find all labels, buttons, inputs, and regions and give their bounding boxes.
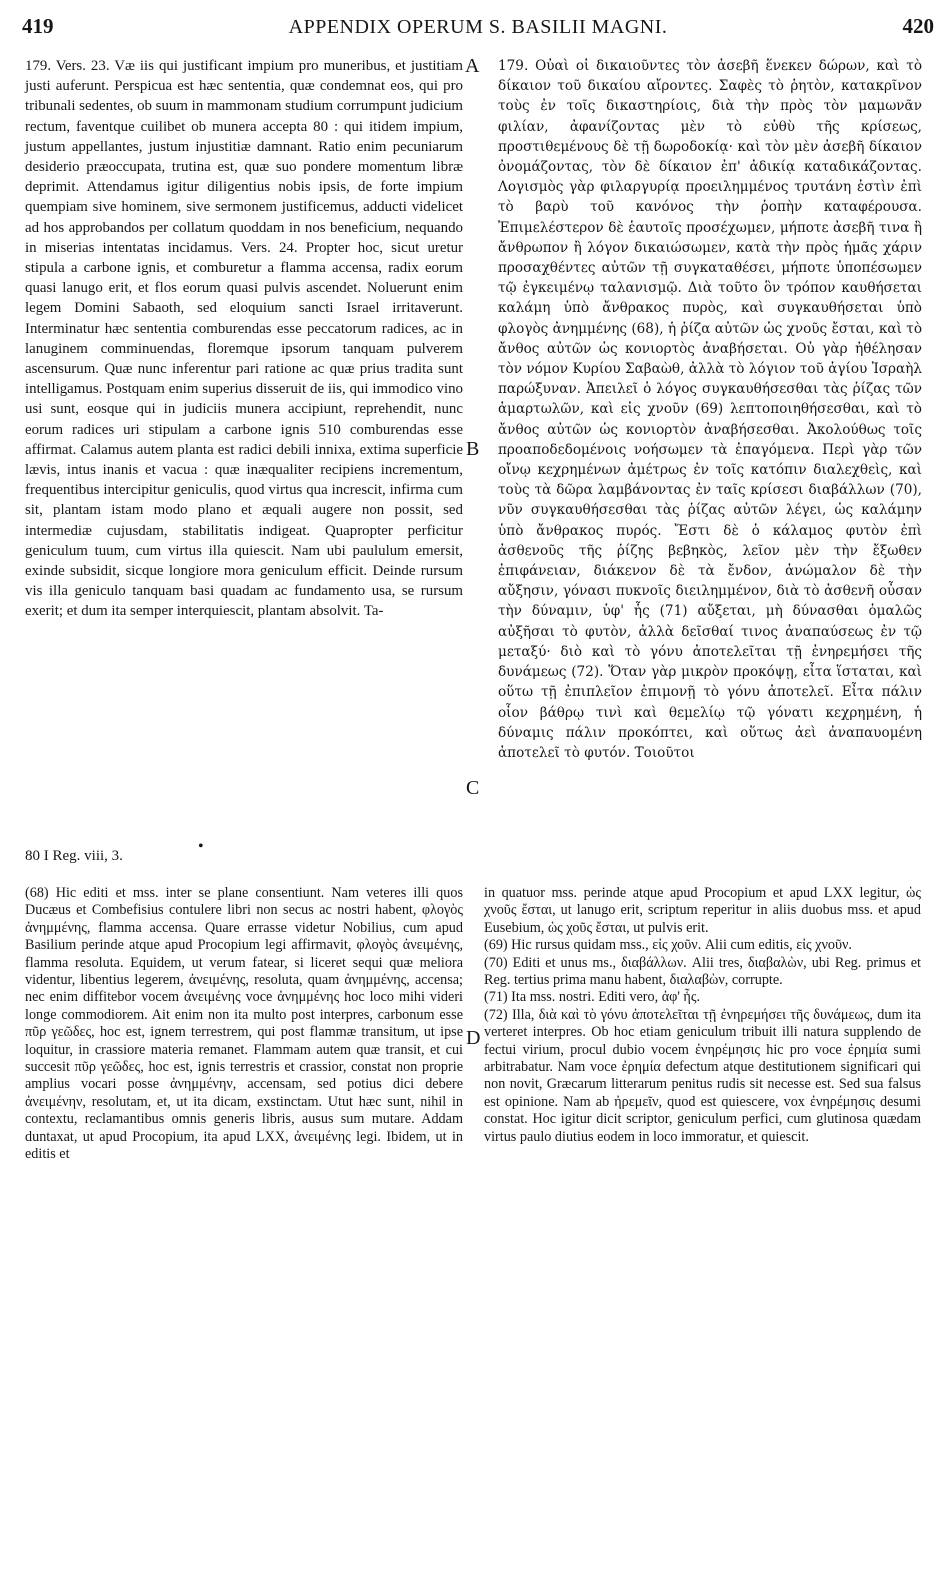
running-title: APPENDIX OPERUM S. BASILII MAGNI.: [288, 16, 668, 38]
latin-text: 179. Vers. 23. Væ iis qui justificant impium pro muneribus, et justitiam justi auferunt. Perspicua est hæc sententia, quæ condemnat eos, qui pro tribunali sedentes, ob suum in mammonam studium corrumpunt judicium rectum, faventque cuilibet ob munera accepta 80 : qui itidem impium, justum appellantes, justum injustitiæ damnant. Ratio enim pecuniarum desiderio præoccupata, trutina est, quæ suo pondere momentum libræ deprimit. Attendamus igitur diligentius nobis ipsis, de forte impium quempiam sive hominem, sive sermonem justificemus, adducti videlicet ad hos approbandos per collatum quoddam in nos beneficium, nequando in miserias intentatas incidamus. Vers. 24. Propter hoc, sicut uretur stipula a carbone ignis, et comburetur a flamma accensa, radix eorum quasi lanugo erit, et flos eorum quasi pulvis ascendet. Noluerunt enim legem Domini Sabaoth, sed eloquium sancti Israel irritaverunt. Interminatur hæc sententia comburendas esse peccatorum radices, ac in lanuginem comminuendas, floremque ipsorum tanquam pulverem ascensurum. Quæ nunc inferentur pari ratione ac quæ prius tradita sunt intelligamus. Postquam enim superius disseruit de iis, qui immodico vino usi sunt, eosque qui in judiciis munera accipiunt, reprehendit, nunc eorum radices uri stipulam a carbone ignis 510 comburendas esse affirmat. Calamus autem planta est radici debili innixa, extima superficie lævis, intus inanis et vacua : quæ inæqualiter recipiens incrementum, frequentibus intercipitur geniculis, quod virtus qua increscit, infirma cum sit, plantam istam modo plano et æquali augere non possit, sed intermediæ cujusdam, stabilitatis indigeat. Quapropter perficitur geniculum tuum, cum virtus illa quiescit. Nam ubi paululum emersit, exinde subsidit, sicque longiore mora geniculum efficit. Deinde rursum vis illa geniculo tanquam basi quadam ac fundamento usa, se rursum exerit; et dum ita semper interquiescit, plantam absolvit. Ta-: [25, 58, 463, 620]
note-continuation: in quatuor mss. perinde atque apud Procopium et apud LXX legitur, ὡς χνοῦς ἔσται, ut lanugo erit, scriptum reperitur in aliis duobus mss. et apud Eusebium, ὡς χοῦς ἔσται, ut pulvis erit.: [484, 885, 921, 936]
running-header: [22, 14, 934, 44]
note-71: (71) Ita mss. nostri. Editi vero, ἀφ' ἧς.: [484, 989, 701, 1006]
latin-column: [25, 56, 463, 622]
footnote-mark: •: [198, 838, 204, 855]
greek-column: [498, 56, 922, 763]
notes-right-column: [484, 885, 921, 1146]
section-marker-b: B: [466, 438, 480, 460]
notes-left-column: [25, 885, 463, 1164]
note-70: (70) Editi et unus ms., διαβάλλων. Alii tres, διαβαλὼν, ubi Reg. primus et Reg. tertius prima manu habent, διαλαβὼν, corrupte.: [484, 954, 921, 989]
page-number-right: 420: [902, 14, 934, 38]
page-number-left: 419: [22, 14, 54, 38]
footnote: 80 I Reg. viii, 3.: [25, 848, 123, 864]
section-marker-a: A: [465, 55, 480, 77]
note-68: (68) Hic editi et mss. inter se plane consentiunt. Nam veteres illi quos Ducæus et Combefisius contulere libri non secus ac nostri habent, φλογὸς ἀνημμένης, flamma accensa. Quare errasse videtur Nobilius, cum apud Basilium perinde atque apud Procopium legi affirmavit, φλογὸς ἀνειμένης, flamma resoluta. Equidem, ut verum fatear, si liceret sequi quæ meliora videntur, libentius legerem, ἀνειμένης, resoluta, quam ἀνημμένης, accensa; nec enim diffitebor vocem ἀνειμένης voce ἀνημμένης hoc loco mihi videri longe commodiorem. Ait enim non ita multo post interpres, carbonum esse πῦρ γεῶδες, hoc est, ignem terrestrem, qui post flammæ transitum, ut ipse loquitur, in crassiore materia remanet. Flammam autem quæ transit, et cui succesit πῦρ γεῶδες, hoc est, ignis terrestris et crassior, constat non proprie amplius vocari posse ἀνημμένην, accensam, sed potius dici debere ἀνειμένην, resolutam, et, ut ita dicam, exstinctam. Utut hæc sunt, nihil in contextu, reclamantibus omnis generis libris, ausus sum mutare. Addam duntaxat, ut apud Procopium, ita apud LXX, ἀνειμένης legi. Ibidem, ut in editis et: [25, 885, 463, 1163]
section-marker-c: C: [466, 777, 480, 799]
note-72: (72) Illa, διὰ καὶ τὸ γόνυ ἀποτελεῖται τῇ ἐνηρεμήσει τῆς δυνάμεως, dum ita verteret interpres. Ob hoc etiam geniculum tribuit illi natura supplendo de fectui virium, procul dubio vocem ἐνηρέμησις hic pro voce ἐρημία sumi arbitrabatur. Nam voce ἐρημία defectum atque destitutionem significari qui non novit, Græcarum litterarum penitus rudis sit necesse est. Sed sua falsus est opinione. Nam ab ἠρεμεῖν, quod est quiescere, vox ἐνηρέμησις desumi constat. Hoc igitur dicit scriptor, geniculum perfici, cum glutinosa quædam virtus paulo diutius eodem in loco immoratur, et quiescit.: [484, 1006, 921, 1145]
note-69: (69) Hic rursus quidam mss., εἰς χοῦν. Alii cum editis, εἰς χνοῦν.: [484, 937, 852, 954]
section-marker-d: D: [466, 1027, 481, 1049]
greek-text: 179. Οὐαὶ οἱ δικαιοῦντες τὸν ἀσεβῆ ἕνεκεν δώρων, καὶ τὸ δίκαιον τοῦ δικαίου αἴροντες. Σαφὲς τὸ ῥητὸν, κατακρῖνον τοὺς ἐν τοῖς δικαστηρίοις, διὰ τὴν πρὸς τὸν μαμωνᾶν φιλίαν, ἀφανίζοντας μὲν τὸ εὐθὺ τῆς κρίσεως, προστιθεμένους δὲ τῇ δωροδοκίᾳ· καὶ τὸν μὲν ἀσεβῆ δίκαιον ὀνομάζοντας, τὸν δὲ δίκαιον ἐπ' ἀδικίᾳ καταδικάζοντας. Λογισμὸς γὰρ φιλαργυρίᾳ προειλημμένος τρυτάνη ἐστὶν ἐπὶ τὸ βαρὺ τοῦ κανόνος τὴν ῥοπὴν καταφέρουσα. Ἐπιμελέστερον δὲ ἑαυτοῖς προσέχωμεν, μήποτε ἀσεβῆ τινα ἢ ἄνθρωπον ἢ λόγον δικαιώσωμεν, κατὰ τὴν πρὸς ἡμᾶς χάριν προσαχθέντες αὐτῶν τῇ συγκαταθέσει, μήποτε ὑποπέσωμεν τῷ ἐγκειμένῳ ταλανισμῷ. Διὰ τοῦτο ὃν τρόπον καυθήσεται καλάμη ὑπὸ ἄνθρακος πυρὸς, καὶ συγκαυθήσεται ὑπὸ φλογὸς ἀνημμένης (68), ἡ ῥίζα αὐτῶν ὡς χνοῦς ἔσται, καὶ τὸ ἄνθος αὐτῶν ὡς κονιορτὸς ἀναβήσεται. Οὐ γὰρ ἠθέλησαν τὸν νόμον Κυρίου Σαβαὼθ, ἀλλὰ τὸ λόγιον τοῦ ἁγίου Ἰσραὴλ παρώξυναν. Ἀπειλεῖ ὁ λόγος συγκαυθήσεσθαι τὰς ῥίζας τῶν ἁμαρτωλῶν, καὶ εἰς χνοῦν (69) λεπτοποιηθήσεσθαι, καὶ τὸ ἄνθος αὐτῶν ὡς κονιορτὸν ἀναβήσεσθαι. Ἀκολούθως τοῖς προαποδεδομένοις νοήσωμεν τὰ ἐπαγόμενα. Περὶ γὰρ τῶν οἴνῳ κεχρημένων ἀμέτρως ἐν τοῖς κατόπιν διαλεχθεὶς, καὶ τοὺς τὰ δῶρα λαμβάνοντας ἐν ταῖς κρίσεσι διαβάλλων (70), νῦν συγκαυθήσεσθαι τὰς ῥίζας αὐτῶν λέγει, ὡς καλάμην ὑπὸ ἄνθρακος πυρός. Ἔστι δὲ ὁ κάλαμος φυτὸν ἐπὶ ἀσθενοῦς τῆς ῥίζης βεβηκὸς, λεῖον μὲν τὴν ἔξωθεν ἐπιφάνειαν, διάκενον δὲ τὰ ἔνδον, ἀνώμαλον δὲ τὴν αὔξησιν, γόνασι πυκνοῖς διειλημμένον, διὰ τὸ ἀσθενῆ οὖσαν τὴν δύναμιν, ὑφ' ἧς (71) αὔξεται, μὴ δύνασθαι ὁμαλῶς αὐξῆσαι τὸ φυτὸν, ἀλλὰ δεῖσθαί τινος ἀναπαύσεως ἐν τῷ μεταξύ· διὸ καὶ τὸ γόνυ ἀποτελεῖται τῇ ἐνηρεμήσει τῆς δυνάμεως (72). Ὅταν γὰρ μικρὸν προκόψῃ, εἶτα ἵσταται, καὶ οὕτω τῇ ἐπιπλεῖον ἐπιμονῇ τὸ γόνυ ἀποτελεῖ. Εἶτα πάλιν οἷον βάθρῳ τινὶ καὶ θεμελίῳ τῷ γόνατι κεχρημένη, ἡ δύναμις πάλιν προκόπτει, καὶ οὕτως ἀεὶ ἀναπαυομένη ἀποτελεῖ τὸ φυτόν. Τοιοῦτοι: [498, 58, 922, 761]
